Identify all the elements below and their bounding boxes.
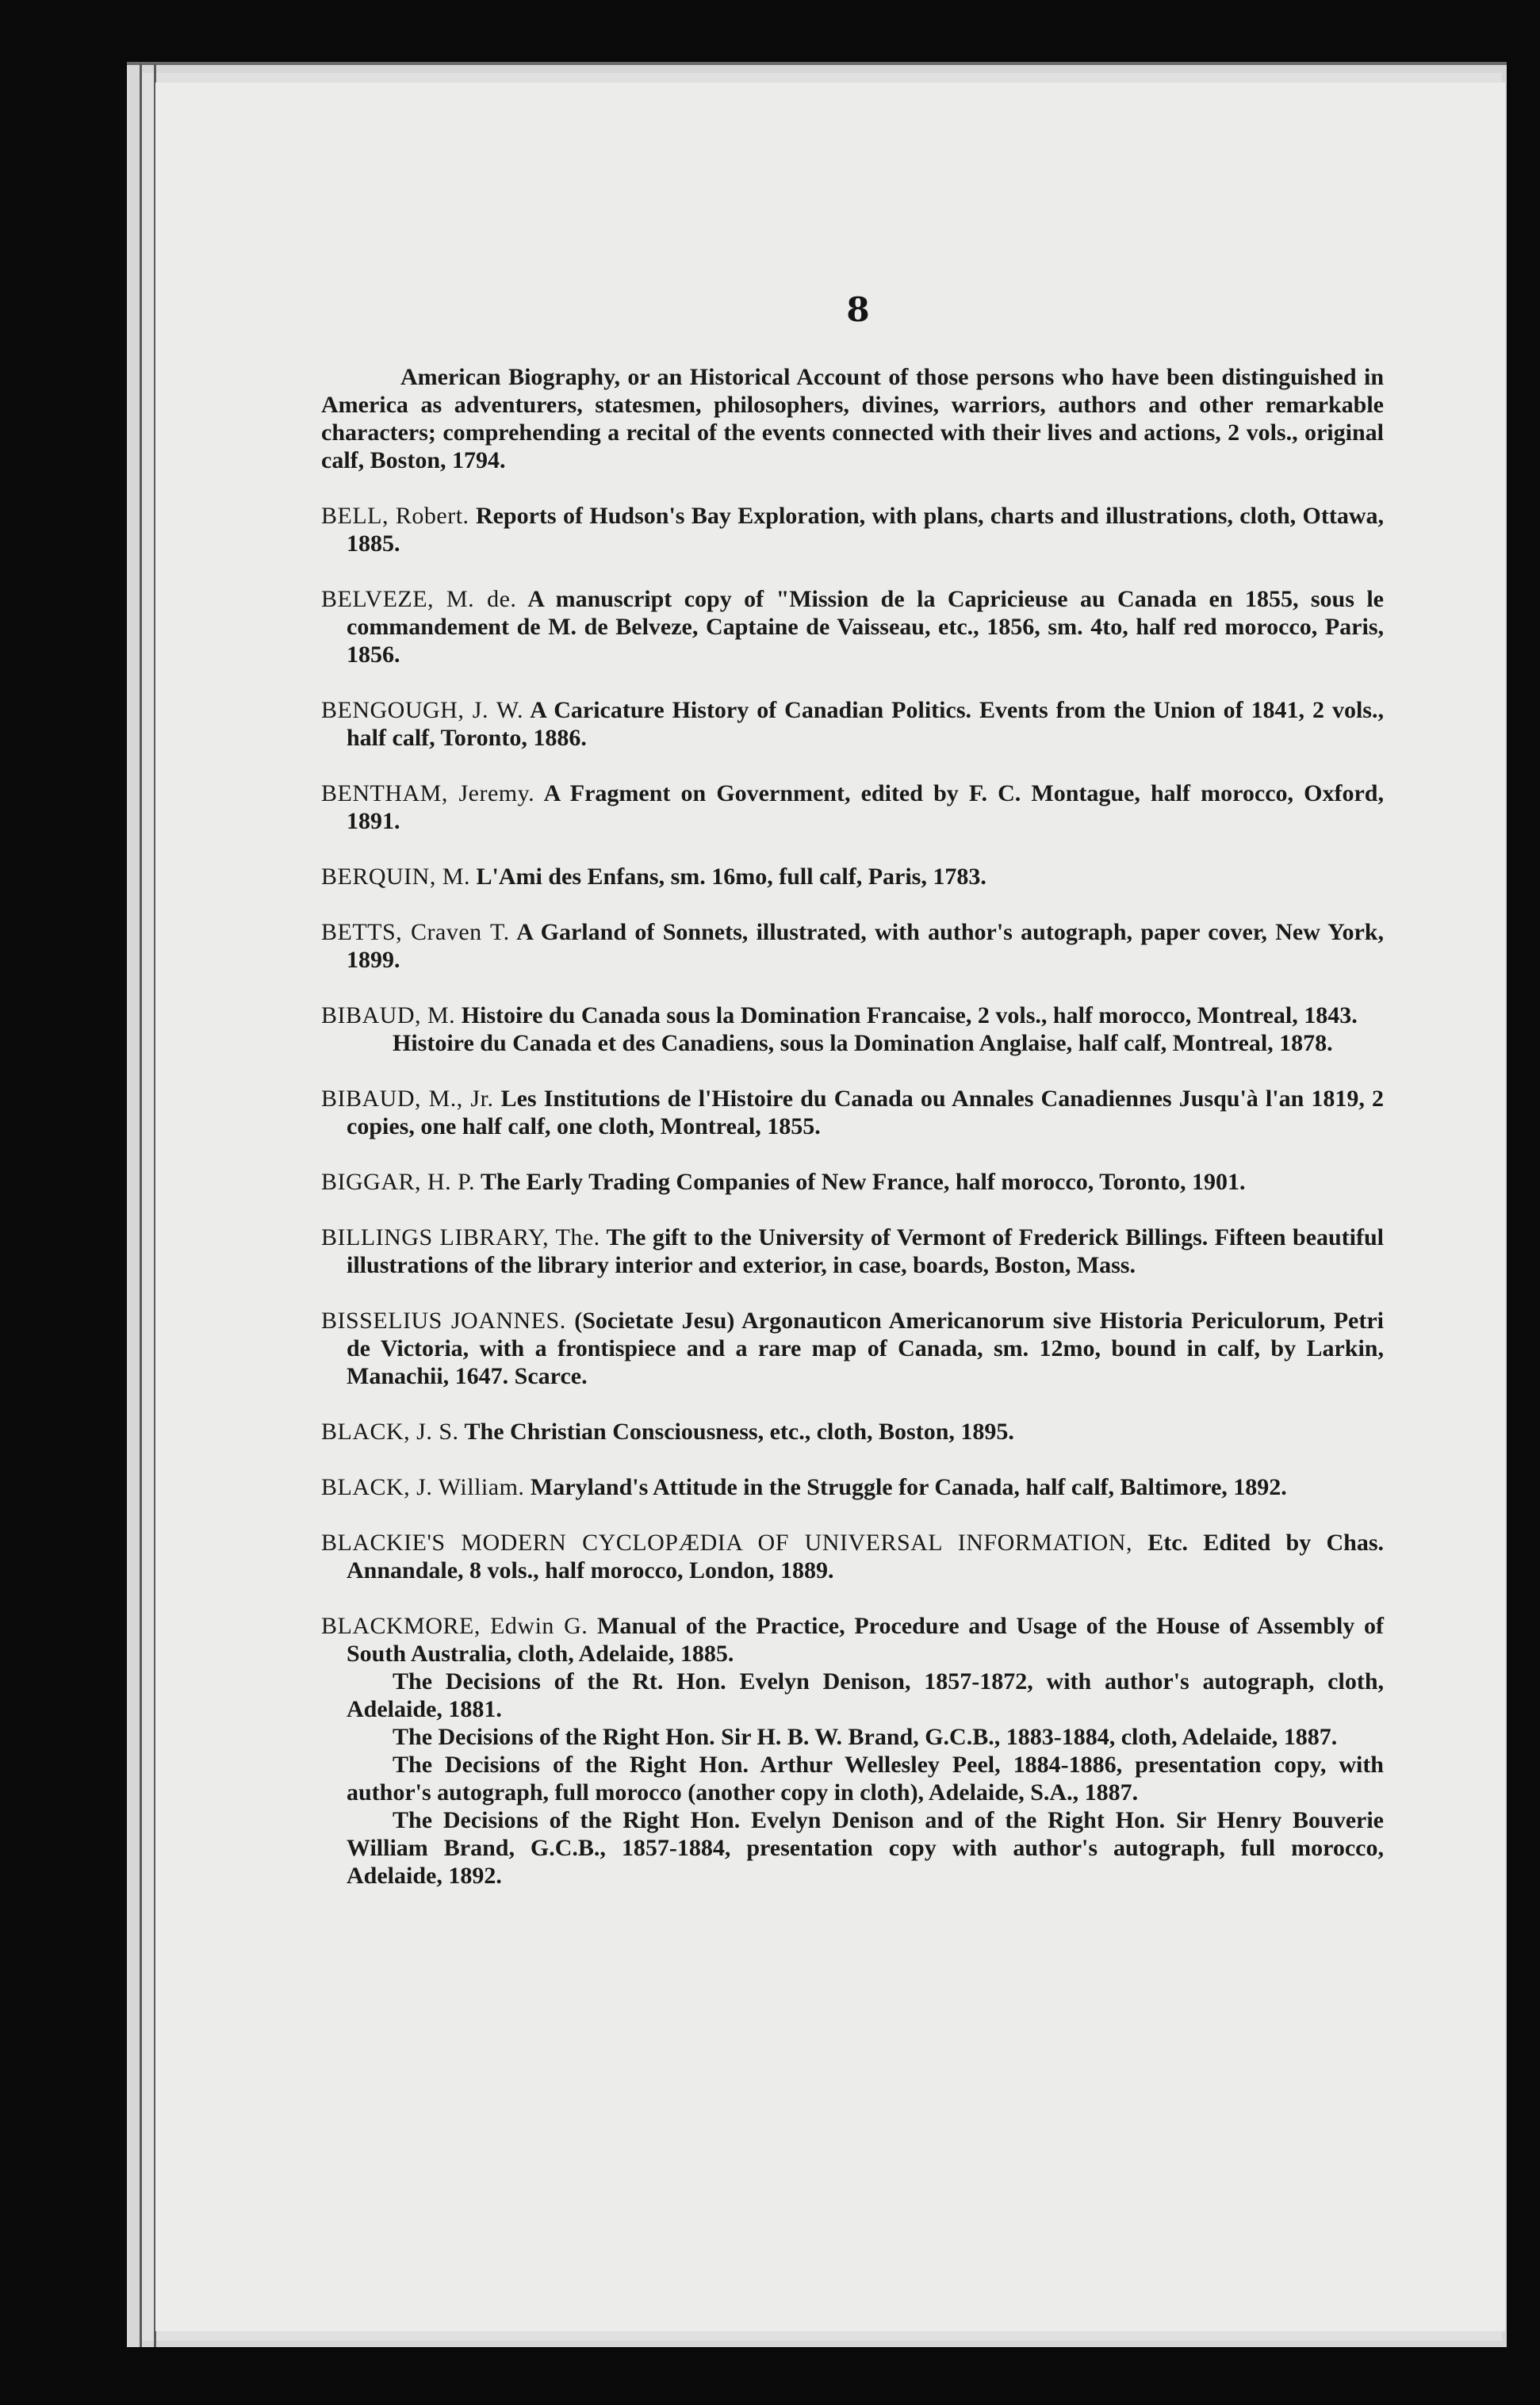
entry-description: American Biography, or an Historical Account of those persons who have been distinguished in America as adventurers, statesmen, philosophers, divines, warriors, authors and other remarkable characters; comprehending a recital of the events connected with their lives and actions, 2 vols., original calf, Boston, 1794. (321, 364, 1384, 473)
entry-sub-item: The Decisions of the Right Hon. Arthur Wellesley Peel, 1884-1886, presentation copy, with author's autograph, full morocco (another copy in cloth), Adelaide, S.A., 1887. (347, 1752, 1384, 1806)
entry-heading: BELL, Robert. (321, 503, 469, 529)
entry-description: Manual of the Practice, Procedure and Usage of the House of Assembly of South Australia, cloth, Adelaide, 1885. (347, 1613, 1385, 1667)
entry-heading: BLACK, J. William. (321, 1474, 525, 1500)
entry-main (321, 502, 1385, 557)
entry-description: The gift to the University of Vermont of Frederick Billings. Fifteen beautiful illustrations of the library interior and exterior, in case, boards, Boston, Mass. (347, 1224, 1384, 1278)
page-top-edge (127, 62, 1507, 65)
entry-main (321, 1529, 1384, 1584)
entry-sub-item: Histoire du Canada et des Canadiens, sous la Domination Anglaise, half calf, Montreal, 1878. (393, 1030, 1333, 1056)
catalog-entry (321, 1168, 1384, 1196)
entry-description: A Caricature History of Canadian Politics. Events from the Union of 1841, 2 vols., half calf, Toronto, 1886. (347, 697, 1384, 751)
catalog-entry (321, 1529, 1384, 1584)
entry-main (321, 1001, 1384, 1029)
entry-heading: BETTS, Craven T. (321, 919, 510, 945)
page-edge-line (140, 63, 142, 2347)
catalog-entry (321, 863, 1384, 890)
page-number: 8 (846, 290, 870, 329)
entry-description: A manuscript copy of "Mission de la Capricieuse au Canada en 1855, sous le commandement de M. de Belveze, Captaine de Vaisseau, etc., 1856, sm. 4to, half red morocco, Paris, 1856. (347, 586, 1384, 668)
entry-main (321, 1168, 1384, 1196)
entry-description: The Christian Consciousness, etc., cloth, Boston, 1895. (464, 1419, 1014, 1445)
entry-description: Etc. Edited by Chas. Annandale, 8 vols., half morocco, London, 1889. (347, 1530, 1384, 1584)
catalog-entry (321, 779, 1384, 835)
entry-description: Reports of Hudson's Bay Exploration, with plans, charts and illustrations, cloth, Ottawa, 1885. (347, 503, 1385, 557)
entry-main (321, 918, 1384, 974)
catalog-entry (321, 696, 1384, 752)
entry-description: Histoire du Canada sous la Domination Francaise, 2 vols., half morocco, Montreal, 1843. (461, 1002, 1358, 1028)
entry-main (321, 585, 1384, 668)
entry-heading: BIGGAR, H. P. (321, 1169, 476, 1195)
entry-heading: BIBAUD, M., Jr. (321, 1086, 494, 1112)
catalog-entry (321, 502, 1384, 557)
entry-main (321, 1085, 1385, 1140)
entry-main (321, 363, 1384, 474)
entry-main (321, 1224, 1384, 1279)
catalog-entry (321, 1418, 1384, 1446)
entry-heading: BENGOUGH, J. W. (321, 697, 523, 723)
entry-sub-item: The Decisions of the Rt. Hon. Evelyn Denison, 1857-1872, with author's autograph, cloth, Adelaide, 1881. (347, 1668, 1384, 1722)
entry-description: L'Ami des Enfans, sm. 16mo, full calf, Paris, 1783. (476, 864, 986, 890)
entry-main (321, 779, 1384, 835)
entry-sub-item: The Decisions of the Right Hon. Sir H. B. W. Brand, G.C.B., 1883-1884, cloth, Adelaide, 1887. (393, 1724, 1338, 1750)
catalog-entry (321, 1612, 1384, 1890)
entry-description: Les Institutions de l'Histoire du Canada ou Annales Canadiennes Jusqu'à l'an 1819, 2 copies, one half calf, one cloth, Montreal, 1855. (347, 1086, 1385, 1139)
entry-main (321, 696, 1384, 752)
entry-main (321, 863, 1384, 890)
entry-description: (Societate Jesu) Argonauticon Americanorum sive Historia Periculorum, Petri de Victoria, with a frontispiece and a rare map of Canada, sm. 12mo, bound in calf, by Larkin, Manachii, 1647. Scarce. (347, 1308, 1384, 1389)
entry-heading: BENTHAM, Jeremy. (321, 780, 535, 806)
entry-heading: BERQUIN, M. (321, 864, 471, 890)
entry-description: A Garland of Sonnets, illustrated, with author's autograph, paper cover, New York, 1899. (347, 919, 1384, 973)
entry-description: Maryland's Attitude in the Struggle for Canada, half calf, Baltimore, 1892. (530, 1474, 1287, 1500)
entry-heading: BLACKMORE, Edwin G. (321, 1613, 588, 1639)
catalog-entry (321, 918, 1384, 974)
entry-description: The Early Trading Companies of New France, half morocco, Toronto, 1901. (481, 1169, 1246, 1195)
catalog-entry (321, 1224, 1384, 1279)
entry-main (321, 1612, 1385, 1668)
entry-heading: BELVEZE, M. de. (321, 586, 517, 612)
entry-sub-item: The Decisions of the Right Hon. Evelyn Denison and of the Right Hon. Sir Henry Bouverie William Brand, G.C.B., 1857-1884, presentation copy with author's autograph, full morocco, Adelaide, 1892. (347, 1807, 1384, 1889)
entry-main (321, 1307, 1384, 1390)
entry-heading: BLACK, J. S. (321, 1419, 459, 1445)
entry-heading: BILLINGS LIBRARY, The. (321, 1224, 600, 1250)
entry-heading: BIBAUD, M. (321, 1002, 456, 1028)
catalog-entry (321, 585, 1384, 668)
entry-main (321, 1473, 1384, 1501)
entry-heading: BISSELIUS JOANNES. (321, 1308, 566, 1334)
entry-description: A Fragment on Government, edited by F. C. Montague, half morocco, Oxford, 1891. (347, 780, 1384, 834)
catalog-entry (321, 363, 1384, 474)
catalog-entry (321, 1307, 1384, 1390)
entry-main (321, 1418, 1384, 1446)
catalog-entries (321, 363, 1384, 1917)
catalog-entry (321, 1085, 1384, 1140)
catalog-entry (321, 1473, 1384, 1501)
entry-heading: BLACKIE'S MODERN CYCLOPÆDIA OF UNIVERSAL INFORMATION, (321, 1530, 1132, 1556)
catalog-entry (321, 1001, 1384, 1057)
